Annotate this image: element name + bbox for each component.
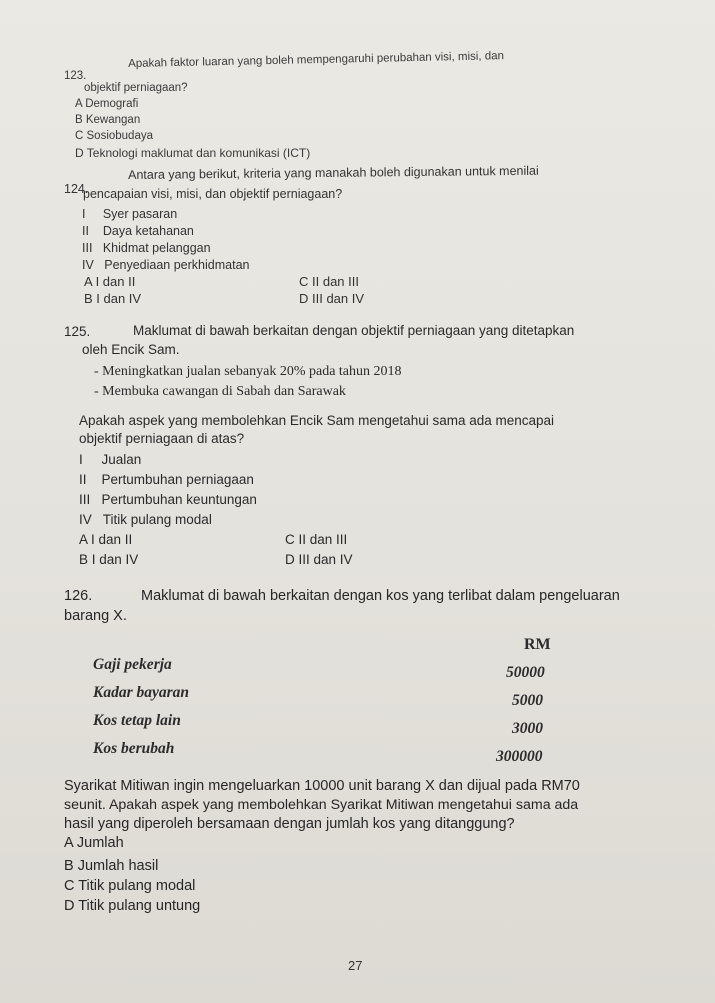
q126-row2-label: Kadar bayaran	[93, 684, 190, 701]
q125-stem-line1: Maklumat di bawah berkaitan dengan objektif perniagaan yang ditetapkan	[133, 323, 575, 338]
q126-number: 126.	[64, 588, 93, 604]
q124-item-3: III Khidmat pelanggan	[82, 241, 211, 255]
q125-item-3: III Pertumbuhan keuntungan	[79, 492, 257, 507]
q126-question-line1: Syarikat Mitiwan ingin mengeluarkan 10000 unit barang X dan dijual pada RM70	[64, 778, 580, 794]
q125-item-1: I Jualan	[79, 452, 142, 467]
q126-question-line2: seunit. Apakah aspek yang membolehkan Syarikat Mitiwan mengetahui sama ada	[64, 797, 579, 813]
q125-number: 125.	[64, 324, 91, 339]
q125-choice-c: C II dan III	[285, 532, 348, 547]
q125-question-line1: Apakah aspek yang membolehkan Encik Sam mengetahui sama ada mencapai	[79, 413, 555, 428]
q124-choice-a: A I dan II	[84, 274, 136, 289]
q125-bullet-1: - Meningkatkan jualan sebanyak 20% pada tahun 2018	[94, 364, 402, 379]
page-number: 27	[348, 958, 363, 973]
q124-choice-b: B I dan IV	[84, 291, 142, 306]
q126-row3-label: Kos tetap lain	[93, 712, 181, 729]
q123-stem-line2: objektif perniagaan?	[84, 82, 188, 94]
q124-item-1: I Syer pasaran	[82, 207, 178, 221]
q125-item-2: II Pertumbuhan perniagaan	[79, 472, 254, 487]
q126-row4-value: 300000	[496, 748, 543, 765]
q123-option-a: A Demografi	[75, 98, 139, 110]
q126-stem-line1: Maklumat di bawah berkaitan dengan kos yang terlibat dalam pengeluaran	[141, 588, 620, 604]
q126-row4-label: Kos berubah	[93, 740, 175, 757]
q125-choice-a: A I dan II	[79, 532, 133, 547]
q124-stem-line2: pencapaian visi, misi, dan objektif perniagaan?	[83, 187, 343, 201]
q126-option-c: C Titik pulang modal	[64, 878, 196, 894]
q124-choice-d: D III dan IV	[299, 291, 365, 306]
q126-option-a: A Jumlah	[64, 835, 124, 851]
q124-item-2: II Daya ketahanan	[82, 224, 194, 238]
q126-row2-value: 5000	[512, 692, 543, 709]
q126-question-line3: hasil yang diperoleh bersamaan dengan jumlah kos yang ditanggung?	[64, 816, 515, 832]
q125-choice-b: B I dan IV	[79, 552, 139, 567]
q123-option-d: D Teknologi maklumat dan komunikasi (ICT)	[75, 146, 311, 160]
q123-number: 123.	[64, 70, 87, 82]
q124-choice-c: C II dan III	[299, 274, 359, 289]
q125-choice-d: D III dan IV	[285, 552, 353, 567]
q125-stem-line2: oleh Encik Sam.	[82, 342, 180, 357]
q124-item-4: IV Penyediaan perkhidmatan	[82, 258, 250, 272]
q126-option-d: D Titik pulang untung	[64, 898, 201, 914]
q123-option-b: B Kewangan	[75, 114, 141, 126]
q126-stem-line2: barang X.	[64, 608, 127, 624]
q125-question-line2: objektif perniagaan di atas?	[79, 431, 245, 446]
q126-table-unit-header: RM	[524, 636, 551, 653]
q124-stem-line1: Antara yang berikut, kriteria yang manakah boleh digunakan untuk menilai	[128, 163, 539, 182]
q124-number: 124.	[64, 182, 89, 196]
q123-option-c: C Sosiobudaya	[75, 130, 153, 142]
q123-stem-line1: Apakah faktor luaran yang boleh mempengaruhi perubahan visi, misi, dan	[128, 50, 505, 70]
q125-bullet-2: - Membuka cawangan di Sabah dan Sarawak	[94, 384, 346, 399]
q126-row3-value: 3000	[512, 720, 543, 737]
q126-option-b: B Jumlah hasil	[64, 858, 159, 874]
q125-item-4: IV Titik pulang modal	[79, 512, 212, 527]
q126-row1-label: Gaji pekerja	[93, 656, 172, 673]
q126-row1-value: 50000	[506, 664, 545, 681]
